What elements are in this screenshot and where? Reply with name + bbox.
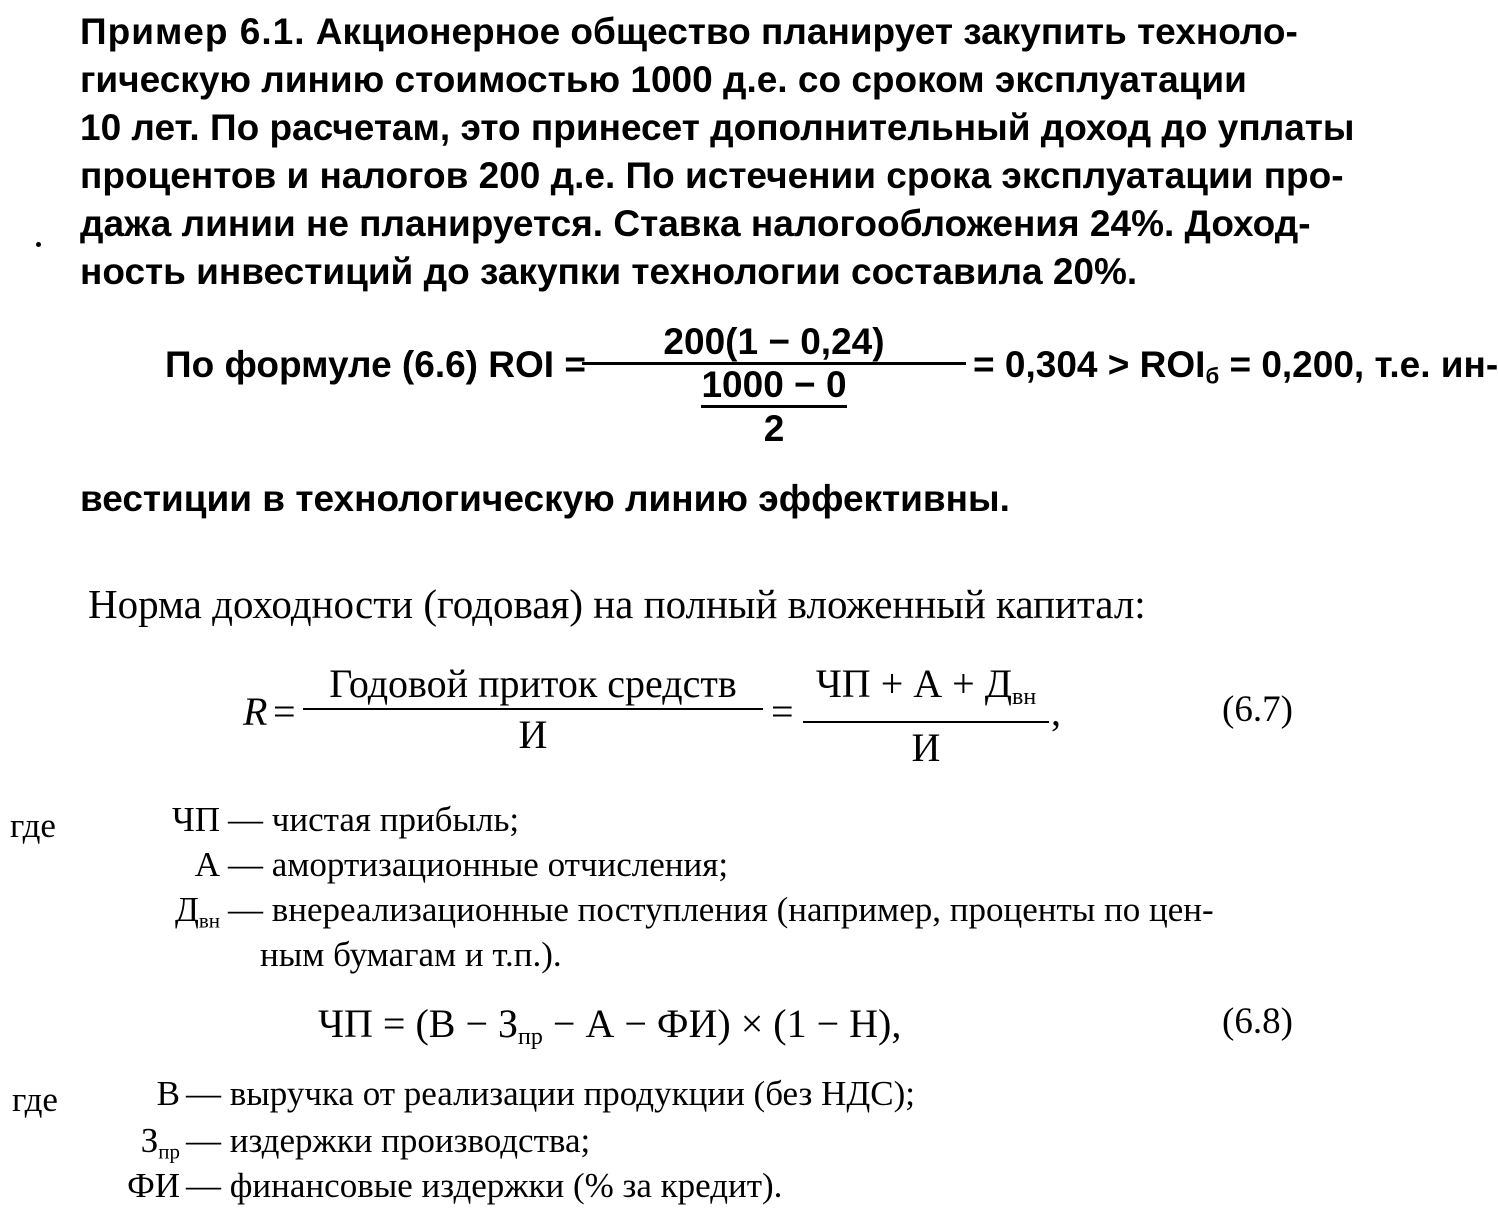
def2-term-2: $З_{пр}$ (140, 1121, 180, 1164)
definitions-2 (0, 1074, 1342, 1214)
def1-continuation: ным бумагам и т.п.). (260, 935, 562, 974)
definitions-1 (0, 800, 1342, 980)
roi-fraction (580, 322, 968, 450)
equation-6-8: ЧП = $(В - З_{пр} - А - ФИ) \times (1 - Н)$, (318, 1001, 902, 1051)
roi-result: = $0,304 > ROI_б = 0,200$, т.е. ин- (973, 344, 1498, 389)
eq67-lhs: R (243, 689, 268, 734)
eq67-frac1-num: Годовой приток средств (329, 661, 737, 706)
example-line-3: 10 лет. По расчетам, это принесет дополнительный доход до уплаты (80, 107, 1355, 148)
def2-desc-1: — выручка от реализации продукции (без НДС); (186, 1074, 915, 1113)
def1-desc-3: — внереализационные поступления (например, проценты по цен- (228, 890, 1214, 929)
roi-continuation: вестиции в технологическую линию эффективны. (80, 478, 1010, 519)
roi-numerator: 200(1 − 0,24) (663, 321, 885, 362)
eq67-frac2-den: И (911, 725, 941, 771)
roi-subfraction (701, 365, 846, 450)
def1-term-1: ЧП (171, 800, 220, 839)
example-label: Пример 6.1. (80, 11, 306, 52)
eq67-number: (6.7) (1222, 689, 1293, 730)
def2-term-1: В (156, 1074, 180, 1113)
example-line-4: процентов и налогов 200 д.е. По истечении срока эксплуатации про- (80, 155, 1344, 196)
example-line-2: гическую линию стоимостью 1000 д.е. со сроком эксплуатации (80, 59, 1247, 100)
margin-dot (36, 242, 41, 247)
where-1: где (10, 806, 56, 845)
def2-desc-2: — издержки производства; (186, 1121, 591, 1160)
roi-result-sub: б (1205, 363, 1220, 389)
def1-term-2: А (194, 845, 220, 884)
where-2: где (12, 1080, 58, 1119)
eq67-fraction-2 (803, 660, 1049, 773)
example-line-1: Пример 6.1. Акционерное общество планирует закупить техноло- (80, 11, 1298, 52)
eq67-fraction-1 (303, 660, 763, 760)
def2-desc-3: — финансовые издержки (% за кредит). (186, 1166, 783, 1205)
eq67-frac2-num: ЧП + $А + Д_{вн}$ (815, 661, 1037, 711)
def1-desc-2: — амортизационные отчисления; (228, 845, 729, 884)
example-paragraph (80, 8, 1355, 296)
norm-heading: Норма доходности (годовая) на полный вложенный капитал: (88, 581, 1146, 627)
def2-term-3: ФИ (127, 1166, 180, 1205)
eq68-number: (6.8) (1222, 1001, 1293, 1042)
roi-den-top: 1000 − 0 (701, 364, 847, 405)
eq68-sub: пр (518, 1024, 543, 1051)
example-line-6: ность инвестиций до закупки технологии составила 20%. (80, 251, 1138, 292)
eq67-frac1-den: И (518, 712, 548, 757)
eq67-equals-2: = (771, 689, 794, 734)
def1-term-3: $Д_{вн}$ (174, 890, 220, 933)
roi-prefix: По формуле (6.6) ROI = (165, 344, 586, 385)
eq67-comma: , (1051, 689, 1061, 734)
def1-desc-1: — чистая прибыль; (228, 800, 520, 839)
example-line-5: дажа линии не планируется. Ставка налогообложения 24%. Доход- (80, 203, 1311, 244)
eq67-equals: = (273, 689, 296, 734)
roi-den-bottom: 2 (763, 408, 785, 449)
